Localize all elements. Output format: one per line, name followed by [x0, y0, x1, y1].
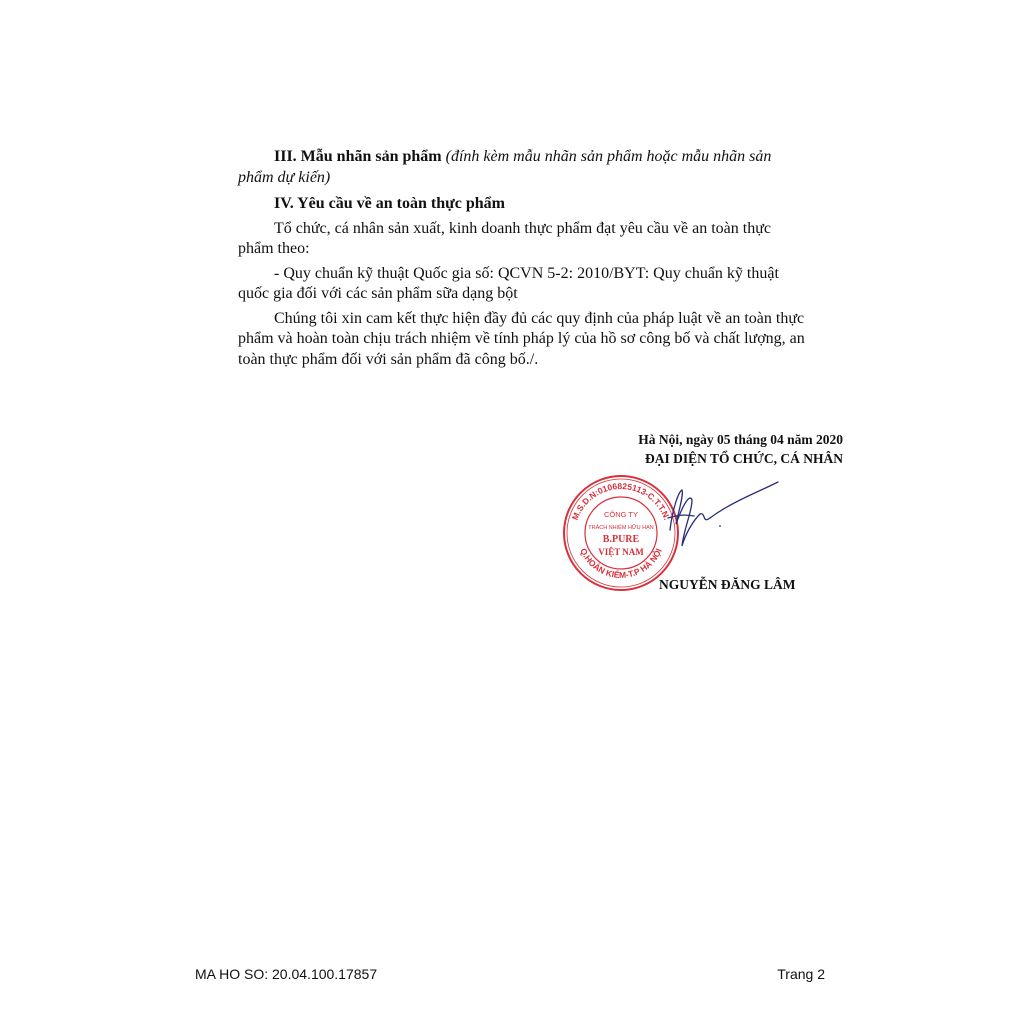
document-code: MA HO SO: 20.04.100.17857 — [195, 966, 378, 982]
document-body — [238, 147, 810, 370]
section-4-heading: IV. Yêu cầu về an toàn thực phẩm — [274, 195, 505, 212]
stamp-ring-text: M.S.D.N:0106825113-C.T.T.N. — [569, 480, 673, 522]
page-number: Trang 2 — [777, 966, 825, 982]
section-4-commitment: Chúng tôi xin cam kết thực hiện đầy đủ các quy định của pháp luật về an toàn thực phẩm và hoàn toàn chịu trách nhiệm về tính pháp lý của hồ sơ công bố và chất lượng, an toàn thực phẩm đối với sản phẩm đã công bố./. — [238, 309, 805, 368]
stamp-line-3: B.PURE — [602, 534, 640, 545]
section-3-note: (đính kèm mẫu nhãn sản phẩm hoặc mẫu nhãn sản phẩm dự kiến) — [238, 148, 772, 186]
stamp-line-2: TRÁCH NHIỆM HỮU HẠN — [588, 525, 654, 531]
section-4-intro: Tổ chức, cá nhân sản xuất, kinh doanh thực phẩm đạt yêu cầu về an toàn thực phẩm theo: — [238, 219, 771, 257]
section-4-standard: - Quy chuẩn kỹ thuật Quốc gia số: QCVN 5-2: 2010/BYT: Quy chuẩn kỹ thuật quốc gia đối với các sản phẩm sữa dạng bột — [238, 264, 779, 302]
section-3-heading: III. Mẫu nhãn sản phẩm — [274, 148, 442, 165]
signature-date: Hà Nội, ngày 05 tháng 04 năm 2020 — [638, 432, 843, 447]
signatory-name: NGUYỄN ĐĂNG LÂM — [659, 577, 796, 592]
section-3 — [238, 147, 810, 188]
signature-title: ĐẠI DIỆN TỔ CHỨC, CÁ NHÂN — [644, 451, 843, 466]
handwritten-signature — [648, 472, 783, 552]
section-4 — [238, 194, 810, 215]
stamp-line-4: VIỆT NAM — [598, 547, 644, 557]
stamp-line-1: CÔNG TY — [603, 510, 639, 519]
stamp-bottom-text: Q.HOÀN KIẾM-T.P HÀ NỘI — [578, 546, 664, 580]
